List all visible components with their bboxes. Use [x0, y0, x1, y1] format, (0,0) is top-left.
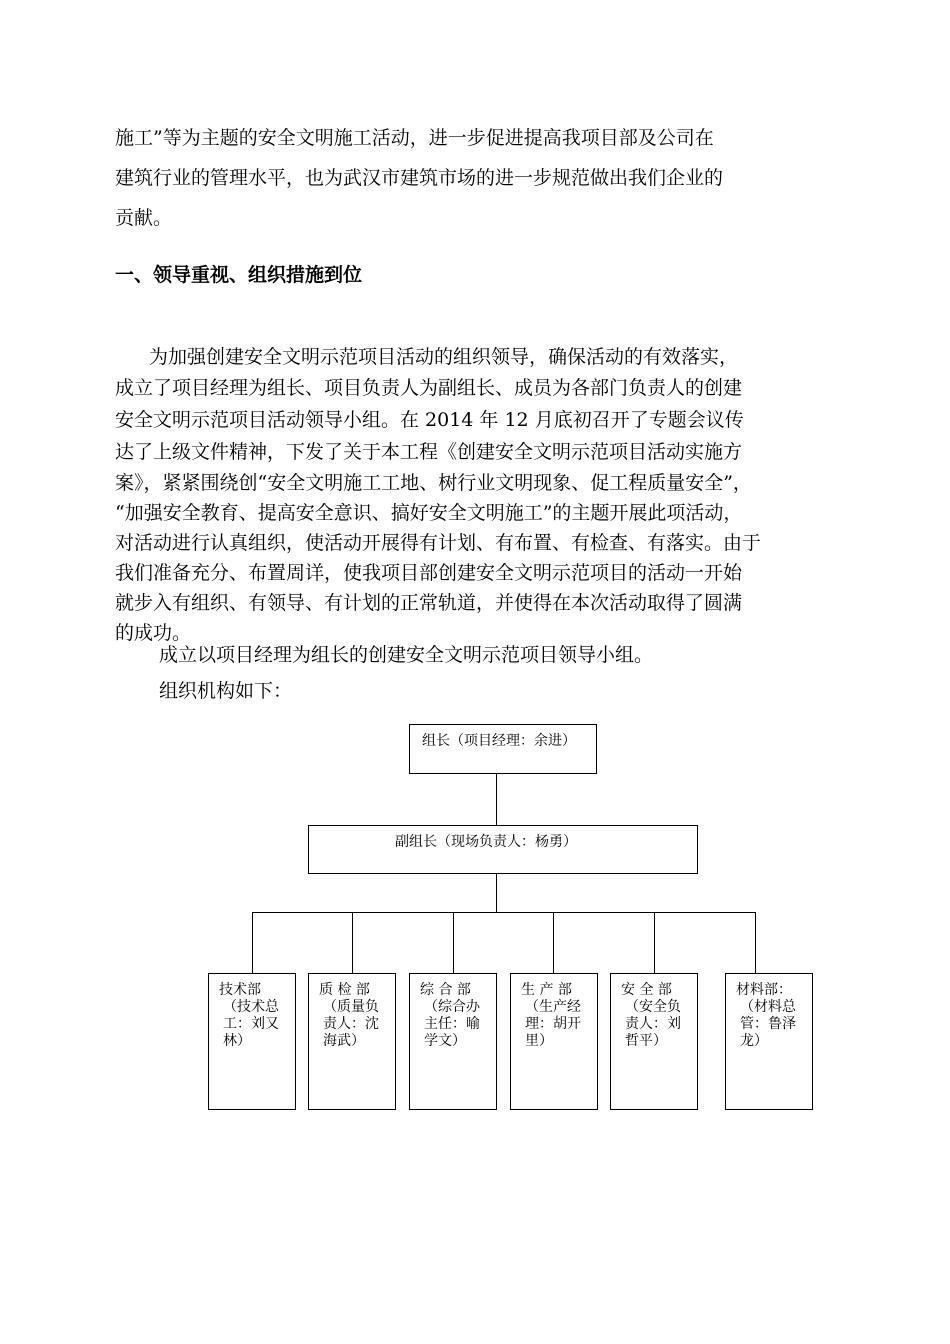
dept-desc-line: 龙）	[740, 1033, 768, 1049]
dept-name: 生 产 部	[521, 982, 572, 998]
dept-name: 材料部：	[736, 982, 792, 998]
org-box-label: 组长（项目经理：余进）	[422, 733, 576, 749]
org-box-department	[510, 973, 598, 1110]
org-box-department	[308, 973, 396, 1110]
connector-line	[252, 912, 755, 913]
body-paragraph	[115, 342, 840, 648]
connector-line	[496, 774, 497, 825]
text-line: 成立了项目经理为组长、项目负责人为副组长、成员为各部门负责人的创建	[115, 377, 743, 399]
establish-text: 成立以项目经理为组长的创建安全文明示范项目领导小组。	[159, 644, 654, 666]
connector-line	[755, 912, 756, 973]
org-box-leader	[409, 724, 597, 774]
text-line: 对活动进行认真组织，使活动开展得有计划、有布置、有检查、有落实。由于	[115, 532, 762, 554]
org-box-label: 副组长（现场负责人：杨勇）	[395, 834, 577, 850]
dept-desc-line: 工：刘又	[223, 1016, 279, 1032]
dept-desc-line: （质量负	[323, 999, 379, 1015]
dept-desc-line: 理：胡开	[525, 1016, 581, 1032]
dept-desc-line: 海武）	[323, 1033, 365, 1049]
org-box-deputy	[308, 825, 698, 874]
text-line: 就步入有组织、有领导、有计划的正常轨道，并使得在本次活动取得了圆满	[115, 592, 743, 614]
text-line: “加强安全教育、提高安全意识、搞好安全文明施工”的主题开展此项活动，	[115, 502, 743, 524]
dept-desc-line: （生产经	[525, 999, 581, 1015]
org-box-department	[725, 973, 813, 1110]
text-line: 贡献。	[115, 207, 173, 229]
text-line: 施工”等为主题的安全文明施工活动，进一步促进提高我项目部及公司在	[115, 127, 714, 149]
dept-name: 质 检 部	[319, 982, 370, 998]
connector-line	[252, 912, 253, 973]
dept-desc-line: 学文）	[424, 1033, 466, 1049]
dept-desc-line: 林）	[223, 1033, 251, 1049]
dept-desc-line: （安全负	[625, 999, 681, 1015]
connector-line	[453, 912, 454, 973]
dept-desc-line: 责人：刘	[625, 1016, 681, 1032]
dept-desc-line: 哲平）	[625, 1033, 667, 1049]
section-heading: 一、领导重视、组织措施到位	[115, 264, 363, 286]
dept-desc-line: 管：鲁泽	[740, 1016, 796, 1032]
dept-desc-line: （材料总	[740, 999, 796, 1015]
dept-desc-line: 责人：沈	[323, 1016, 379, 1032]
text-line: 为加强创建安全文明示范项目活动的组织领导，确保活动的有效落实，	[149, 346, 739, 368]
org-box-department	[208, 973, 296, 1110]
text-line: 的成功。	[115, 622, 192, 644]
dept-name: 技术部	[219, 982, 261, 998]
text-line: 建筑行业的管理水平，也为武汉市建筑市场的进一步规范做出我们企业的	[115, 167, 724, 189]
org-box-department	[409, 973, 497, 1110]
connector-line	[654, 912, 655, 973]
connector-line	[496, 874, 497, 912]
connector-line	[553, 912, 554, 973]
dept-desc-line: 主任：喻	[424, 1016, 480, 1032]
text-line: 我们准备充分、布置周详，使我项目部创建安全文明示范项目的活动一开始	[115, 562, 743, 584]
dept-name: 安 全 部	[621, 982, 672, 998]
dept-desc-line: （综合办	[424, 999, 480, 1015]
dept-name: 综 合 部	[420, 982, 471, 998]
intro-paragraph	[115, 118, 840, 238]
org-box-department	[610, 973, 698, 1110]
org-intro-text: 组织机构如下：	[159, 680, 293, 702]
connector-line	[352, 912, 353, 973]
text-line: 案》，紧紧围绕创“安全文明施工工地、树行业文明现象、促工程质量安全”，	[115, 472, 752, 494]
text-line: 达了上级文件精神，下发了关于本工程《创建安全文明示范项目活动实施方	[115, 441, 743, 463]
text-line: 安全文明示范项目活动领导小组。在 2014 年 12 月底初召开了专题会议传	[115, 409, 744, 431]
dept-desc-line: 里）	[525, 1033, 553, 1049]
dept-desc-line: （技术总	[223, 999, 279, 1015]
